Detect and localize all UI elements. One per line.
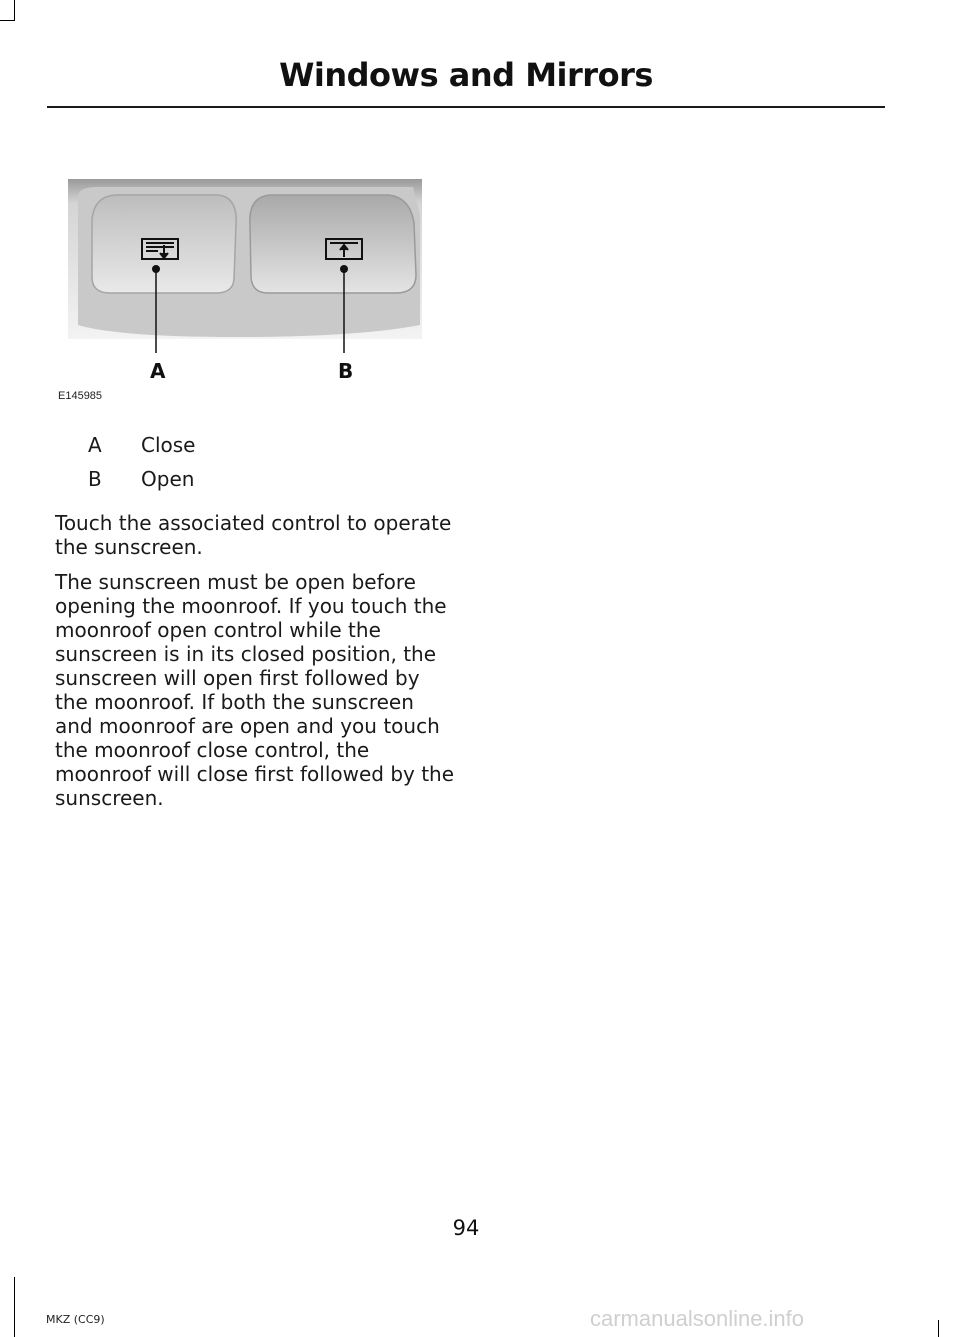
sunscreen-controls-figure bbox=[58, 175, 428, 405]
legend-key: B bbox=[88, 467, 102, 491]
crop-mark bbox=[14, 1277, 15, 1337]
watermark: carmanualsonline.info bbox=[590, 1306, 805, 1331]
model-code: MKZ (CC9) bbox=[46, 1313, 105, 1326]
crop-mark bbox=[0, 20, 15, 21]
page-number: 94 bbox=[452, 1216, 480, 1240]
callout-label-b: B bbox=[338, 359, 354, 383]
legend-item bbox=[88, 428, 195, 462]
callout-label-a: A bbox=[150, 359, 166, 383]
page-title: Windows and Mirrors bbox=[279, 56, 653, 94]
crop-mark bbox=[938, 1320, 939, 1337]
control-panel-illustration bbox=[58, 175, 428, 405]
figure-legend bbox=[88, 428, 195, 496]
legend-label: Open bbox=[141, 467, 195, 491]
figure-id: E145985 bbox=[58, 390, 103, 402]
body-paragraph: Touch the associated control to operate the sunscreen. bbox=[55, 511, 452, 559]
crop-mark bbox=[14, 0, 15, 20]
body-paragraph: The sunscreen must be open before opening the moonroof. If you touch the moonroof open control while the sunscreen is in its closed position, the sunscreen will open first followed by the moonroof. If both the sunscreen and moonroof are open and you touch the moonroof close control, the moonroof will close first followed by the sunscreen. bbox=[55, 570, 455, 810]
legend-item bbox=[88, 462, 195, 496]
header-rule bbox=[47, 106, 885, 108]
legend-label: Close bbox=[141, 433, 196, 457]
legend-key: A bbox=[88, 433, 102, 457]
